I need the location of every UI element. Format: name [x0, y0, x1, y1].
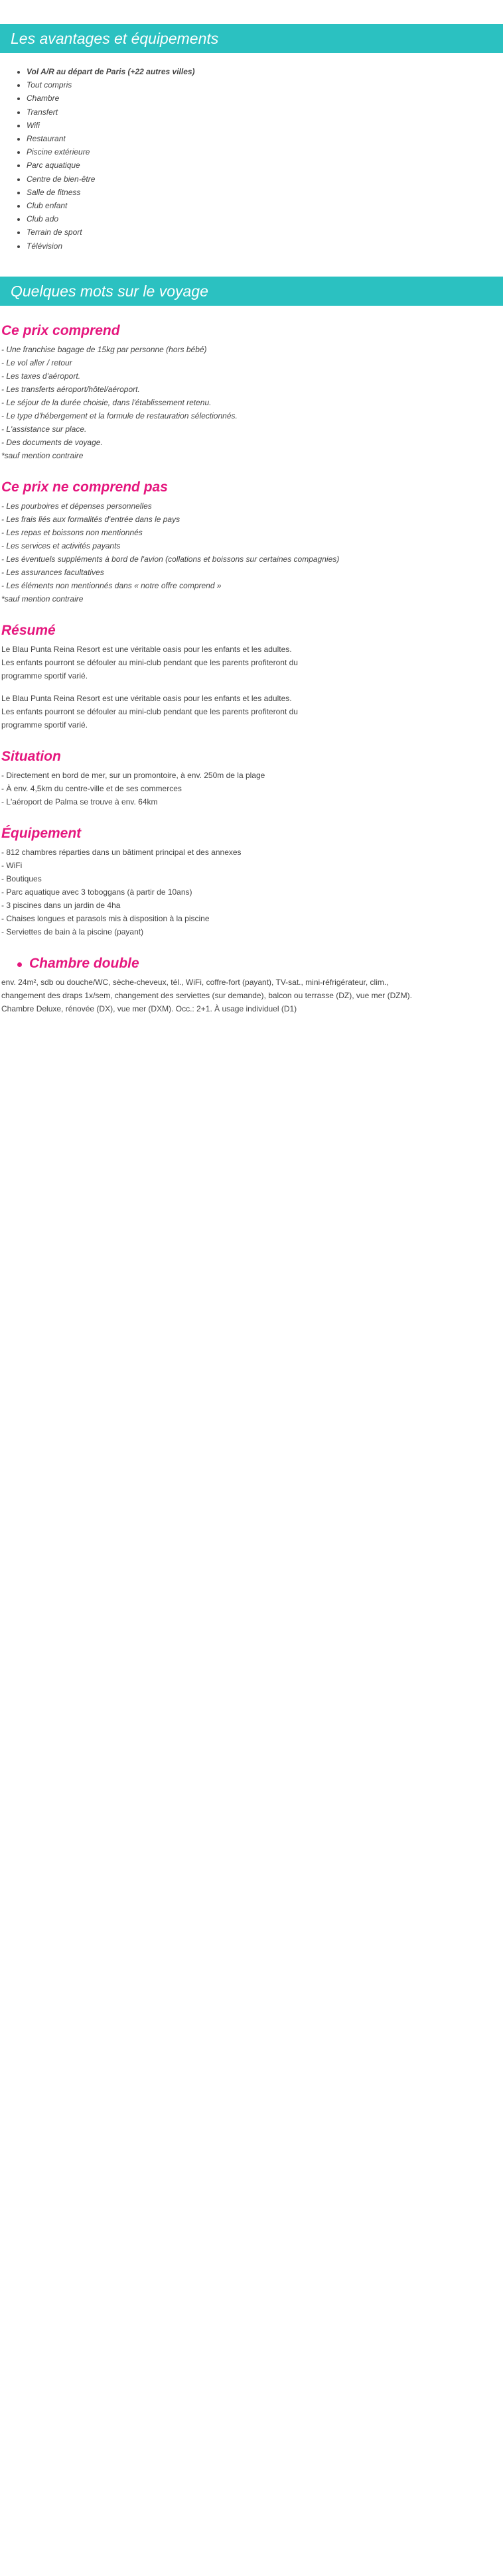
avantage-item: • Chambre — [27, 92, 503, 105]
chambre-double-line: env. 24m², sdb ou douche/WC, sèche-cheveux, tél., WiFi, coffre-fort (payant), TV-sat., mini-réfrigérateur, clim., — [1, 977, 389, 987]
avantage-item: • Restaurant — [27, 132, 503, 145]
avantage-item: • Tout compris — [27, 78, 503, 92]
equipement-line: - Boutiques — [1, 873, 42, 883]
prix-comprend-line: - Une franchise bagage de 15kg par personne (hors bébé) — [1, 344, 207, 354]
avantage-item: • Centre de bien-être — [27, 172, 503, 186]
prix-ne-comprend-note: *sauf mention contraire — [1, 594, 84, 604]
situation-line: - Directement en bord de mer, sur un promontoire, à env. 250m de la plage — [1, 770, 265, 780]
situation-line: - À env. 4,5km du centre-ville et de ses commerces — [1, 783, 182, 793]
avantage-item: • Transfert — [27, 105, 503, 119]
avantage-item: • Club ado — [27, 212, 503, 225]
prix-ne-comprend-line: - Les éventuels suppléments à bord de l'avion (collations et boissons sur certaines compagnies) — [1, 554, 340, 564]
mots-banner: Quelques mots sur le voyage — [0, 277, 503, 306]
equipement-line: - Parc aquatique avec 3 toboggans (à partir de 10ans) — [1, 887, 192, 897]
equipement-line: - WiFi — [1, 860, 23, 870]
situation-list — [1, 769, 502, 808]
chambre-double-line: changement des draps 1x/sem, changement des serviettes (sur demande), balcon ou terrasse (DZ), vue mer (DZM). — [1, 990, 412, 1000]
prix-ne-comprend-heading: Ce prix ne comprend pas — [1, 479, 168, 495]
equipement-list — [1, 846, 502, 938]
avantage-item: • Salle de fitness — [27, 186, 503, 199]
avantage-item: • Parc aquatique — [27, 159, 503, 172]
prix-comprend-line: - Les transferts aéroport/hôtel/aéroport. — [1, 384, 140, 394]
prix-comprend-line: - Des documents de voyage. — [1, 437, 103, 447]
prix-comprend-line: - Le séjour de la durée choisie, dans l'établissement retenu. — [1, 397, 212, 407]
prix-comprend-line: - Le type d'hébergement et la formule de restauration sélectionnés. — [1, 411, 238, 420]
avantage-item: • Piscine extérieure — [27, 145, 503, 159]
situation-line: - L'aéroport de Palma se trouve à env. 64km — [1, 797, 158, 806]
resume-line: Les enfants pourront se défouler au mini-club pendant que les parents profiteront du — [1, 657, 298, 667]
prix-ne-comprend-line: - Les pourboires et dépenses personnelles — [1, 501, 152, 511]
resume-line: Le Blau Punta Reina Resort est une véritable oasis pour les enfants et les adultes. — [1, 693, 292, 703]
prix-ne-comprend-line: - Les repas et boissons non mentionnés — [1, 527, 143, 537]
chambre-double-text — [1, 976, 502, 1015]
resume-line: Les enfants pourront se défouler au mini-club pendant que les parents profiteront du — [1, 706, 298, 716]
prix-ne-comprend-line: - Les assurances facultatives — [1, 567, 104, 577]
equipement-line: - 3 piscines dans un jardin de 4ha — [1, 900, 121, 910]
prix-ne-comprend-line: - Les frais liés aux formalités d'entrée dans le pays — [1, 514, 180, 524]
resume-heading: Résumé — [1, 622, 56, 638]
resume-text — [1, 643, 502, 732]
avantages-list — [0, 65, 503, 253]
chambre-double-heading: Chambre double — [1, 956, 502, 972]
resume-line: Le Blau Punta Reina Resort est une véritable oasis pour les enfants et les adultes. — [1, 644, 292, 654]
chambre-double-line: Chambre Deluxe, rénovée (DX), vue mer (DXM). Occ.: 2+1. À usage individuel (D1) — [1, 1003, 297, 1013]
prix-comprend-line: - L'assistance sur place. — [1, 424, 87, 434]
equipement-line: - Serviettes de bain à la piscine (payant) — [1, 927, 144, 936]
equipement-line: - Chaises longues et parasols mis à disposition à la piscine — [1, 913, 210, 923]
resume-line: programme sportif varié. — [1, 671, 88, 680]
avantage-item: • Club enfant — [27, 199, 503, 212]
equipement-line: - 812 chambres réparties dans un bâtiment principal et des annexes — [1, 847, 242, 857]
prix-ne-comprend-list — [1, 499, 502, 606]
prix-ne-comprend-line: - Les services et activités payants — [1, 541, 121, 550]
prix-comprend-heading: Ce prix comprend — [1, 322, 120, 338]
avantage-item: • Terrain de sport — [27, 225, 503, 239]
resume-line: programme sportif varié. — [1, 720, 88, 730]
avantage-item: • Télévision — [27, 239, 503, 253]
prix-comprend-note: *sauf mention contraire — [1, 450, 84, 460]
equipement-heading: Équipement — [1, 825, 82, 841]
avantages-banner: Les avantages et équipements — [0, 24, 503, 53]
prix-comprend-list — [1, 343, 502, 462]
prix-comprend-line: - Les taxes d'aéroport. — [1, 371, 81, 381]
avantage-item: • Vol A/R au départ de Paris (+22 autres villes) — [27, 65, 503, 78]
situation-heading: Situation — [1, 748, 61, 764]
avantage-item: • Wifi — [27, 119, 503, 132]
prix-ne-comprend-line: - Les éléments non mentionnés dans « notre offre comprend » — [1, 580, 222, 590]
prix-comprend-line: - Le vol aller / retour — [1, 357, 72, 367]
